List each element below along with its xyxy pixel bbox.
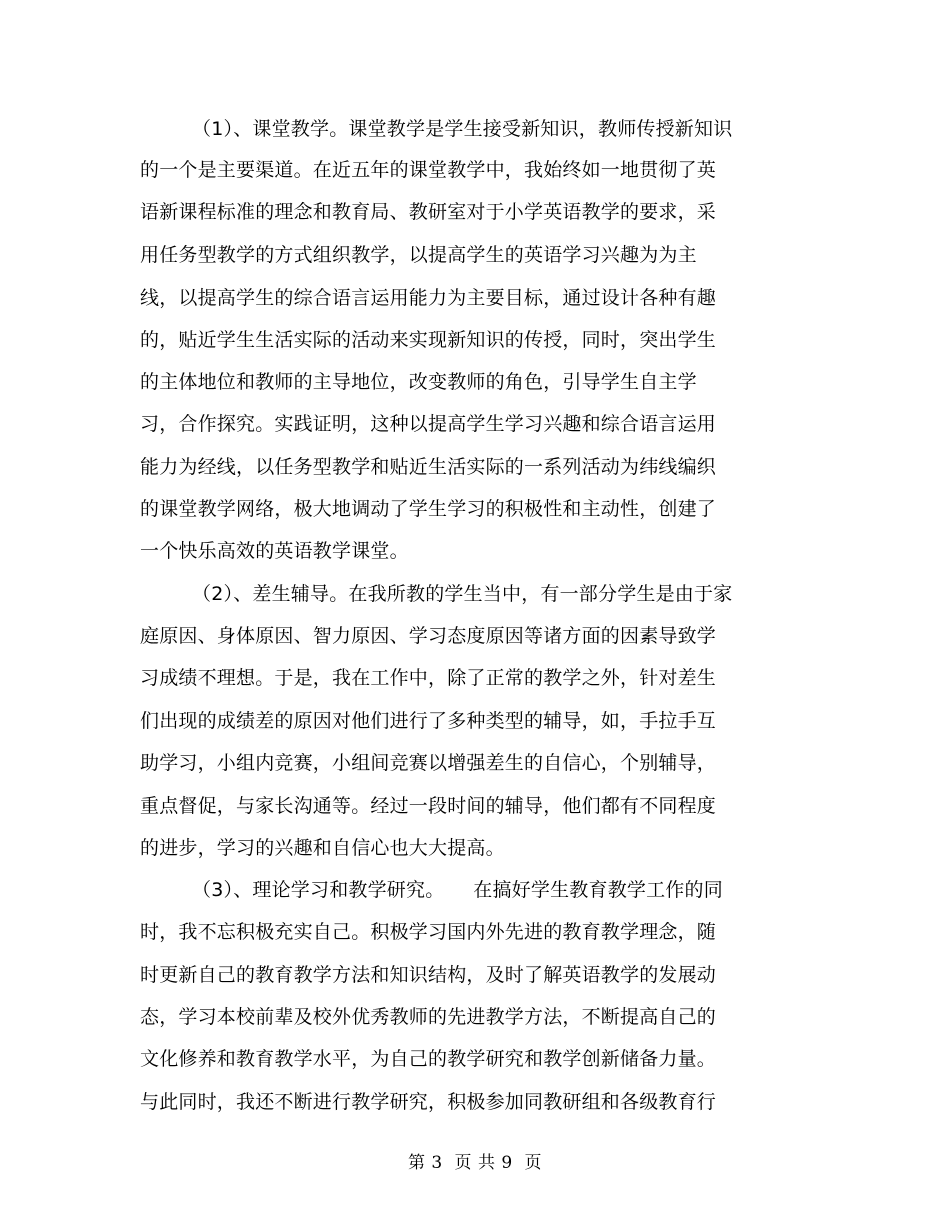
paragraph-2-line-1: （2）、差生辅导。在我所教的学生当中，有一部分学生是由于家	[192, 583, 733, 605]
paragraph-1-line-9: 能力为经线，以任务型教学和贴近生活实际的一系列活动为纬线编织	[140, 456, 717, 478]
paragraph-3-line-6: 与此同时，我还不断进行教学研究，积极参加同教研组和各级教育行	[140, 1091, 717, 1113]
paragraph-1-line-3: 语新课程标准的理念和教育局、教研室对于小学英语教学的要求，采	[140, 201, 717, 223]
page-number-footer: 第 3 页 共 9 页	[408, 1153, 542, 1173]
paragraph-1-line-7: 的主体地位和教师的主导地位，改变教师的角色，引导学生自主学	[140, 371, 697, 393]
paragraph-3-line-3: 时更新自己的教育教学方法和知识结构，及时了解英语教学的发展动	[140, 964, 717, 986]
paragraph-2-line-7: 的进步，学习的兴趣和自信心也大大提高。	[140, 837, 505, 859]
paragraph-2-line-3: 习成绩不理想。于是，我在工作中，除了正常的教学之外，针对差生	[140, 667, 717, 689]
paragraph-1-line-10: 的课堂教学网络，极大地调动了学生学习的积极性和主动性，创建了	[140, 498, 717, 520]
paragraph-1-line-5: 线，以提高学生的综合语言运用能力为主要目标，通过设计各种有趣	[140, 287, 717, 309]
paragraph-2-line-6: 重点督促，与家长沟通等。经过一段时间的辅导，他们都有不同程度	[140, 795, 717, 817]
paragraph-1-line-2: 的一个是主要渠道。在近五年的课堂教学中，我始终如一地贯彻了英	[140, 159, 717, 181]
paragraph-1-line-4: 用任务型教学的方式组织教学，以提高学生的英语学习兴趣为为主	[140, 244, 697, 266]
paragraph-1-line-11: 一个快乐高效的英语教学课堂。	[140, 540, 409, 562]
paragraph-3-line-1: （3）、理论学习和教学研究。 在搞好学生教育教学工作的同	[192, 879, 723, 901]
paragraph-2-line-5: 助学习，小组内竞赛，小组间竞赛以增强差生的自信心，个别辅导，	[140, 752, 717, 774]
paragraph-1-line-6: 的，贴近学生生活实际的活动来实现新知识的传授，同时，突出学生	[140, 329, 717, 351]
paragraph-3-line-2: 时，我不忘积极充实自己。积极学习国内外先进的教育教学理念，随	[140, 921, 717, 943]
paragraph-1-line-1: （1）、课堂教学。课堂教学是学生接受新知识，教师传授新知识	[192, 118, 733, 140]
paragraph-3-line-4: 态，学习本校前辈及校外优秀教师的先进教学方法，不断提高自己的	[140, 1006, 717, 1028]
paragraph-2-line-2: 庭原因、身体原因、智力原因、学习态度原因等诸方面的因素导致学	[140, 625, 717, 647]
paragraph-1-line-8: 习，合作探究。实践证明，这种以提高学生学习兴趣和综合语言运用	[140, 413, 717, 435]
paragraph-2-line-4: 们出现的成绩差的原因对他们进行了多种类型的辅导，如，手拉手互	[140, 710, 717, 732]
paragraph-3-line-5: 文化修养和教育教学水平，为自己的教学研究和教学创新储备力量。	[140, 1048, 717, 1070]
